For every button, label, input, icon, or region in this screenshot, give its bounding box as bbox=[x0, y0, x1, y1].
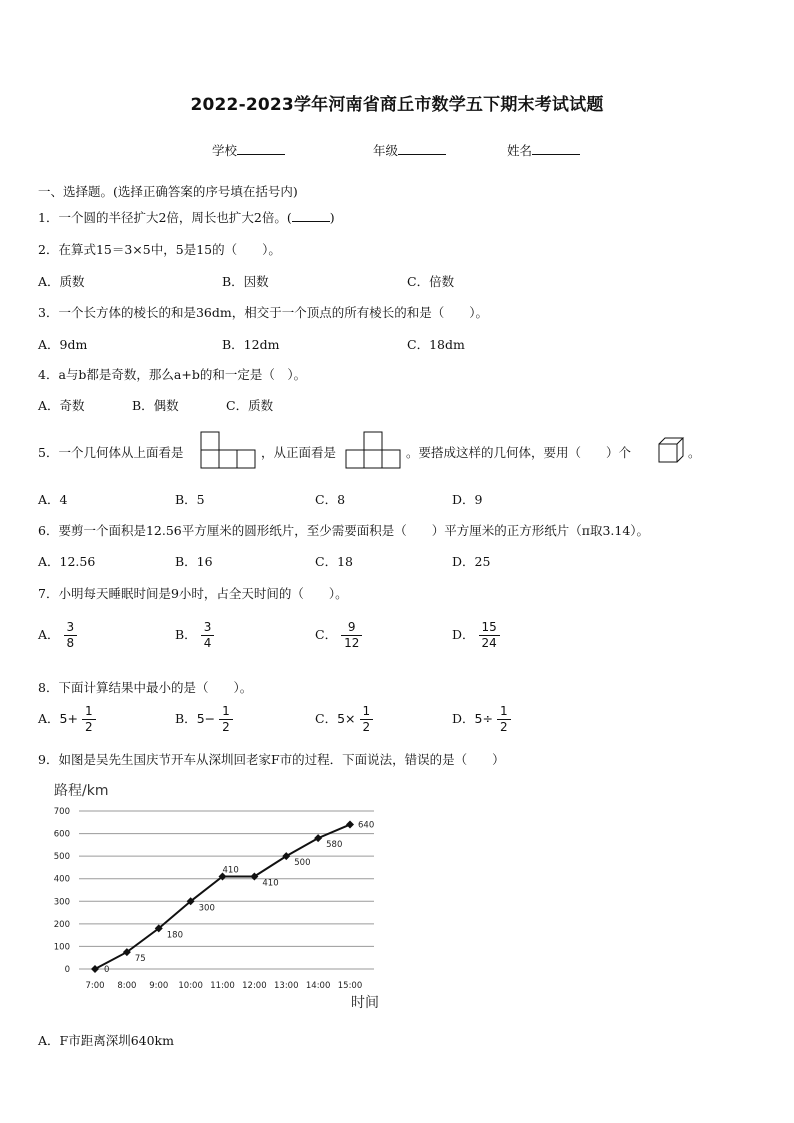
denominator: 2 bbox=[499, 720, 508, 734]
y-axis-label: 路程/km bbox=[54, 783, 109, 799]
option-label: A． bbox=[38, 711, 60, 726]
school-field[interactable] bbox=[212, 141, 285, 159]
fraction bbox=[479, 620, 500, 651]
x-tick-label: 7:00 bbox=[85, 981, 105, 991]
x-tick-label: 9:00 bbox=[149, 981, 169, 991]
grade-field[interactable] bbox=[373, 141, 446, 159]
expression: 5− bbox=[196, 711, 216, 726]
q4-option-a[interactable]: A．奇数 bbox=[38, 398, 85, 413]
question-5-part3: 。要搭成这样的几何体，要用（ ）个 bbox=[406, 445, 632, 460]
x-tick-label: 8:00 bbox=[117, 981, 137, 991]
front-view-square bbox=[364, 450, 382, 468]
option-label: C． bbox=[315, 627, 338, 642]
denominator: 2 bbox=[84, 720, 93, 734]
denominator: 2 bbox=[362, 720, 371, 734]
front-view-diagram bbox=[345, 431, 403, 469]
y-tick-label: 500 bbox=[53, 852, 70, 863]
q5-option-b[interactable]: B．5 bbox=[175, 492, 205, 507]
question-8-text: 8．下面计算结果中最小的是（ ）。 bbox=[38, 680, 253, 695]
numerator: 1 bbox=[497, 704, 511, 720]
fraction bbox=[82, 704, 96, 735]
top-view-square bbox=[201, 450, 219, 468]
data-point bbox=[346, 821, 354, 829]
y-tick-label: 100 bbox=[53, 942, 70, 953]
y-tick-label: 700 bbox=[53, 807, 70, 817]
q8-option-c[interactable] bbox=[315, 704, 373, 735]
q2-option-c[interactable]: C．倍数 bbox=[407, 274, 455, 289]
q8-option-b[interactable] bbox=[175, 704, 233, 735]
cube-icon bbox=[658, 437, 686, 463]
question-1-close: ) bbox=[329, 210, 335, 225]
fraction bbox=[341, 620, 362, 651]
x-tick-label: 10:00 bbox=[178, 981, 203, 991]
distance-time-chart bbox=[40, 776, 400, 1016]
x-axis-label: 时间 bbox=[351, 995, 379, 1011]
numerator: 3 bbox=[201, 620, 215, 636]
q6-option-a[interactable]: A．12.56 bbox=[38, 554, 96, 569]
data-label: 640 bbox=[358, 820, 375, 831]
expression: 5÷ bbox=[474, 711, 493, 726]
section-heading: 一、选择题。(选择正确答案的序号填在括号内) bbox=[38, 184, 298, 199]
q6-option-c[interactable]: C．18 bbox=[315, 554, 353, 569]
y-tick-label: 0 bbox=[64, 965, 70, 975]
numerator: 1 bbox=[360, 704, 374, 720]
option-label: D． bbox=[452, 627, 475, 642]
front-view-square bbox=[382, 450, 400, 468]
name-label: 姓名 bbox=[507, 143, 533, 158]
data-label: 0 bbox=[104, 965, 110, 975]
x-tick-label: 12:00 bbox=[242, 981, 267, 991]
x-tick-label: 14:00 bbox=[305, 981, 331, 991]
top-view-square bbox=[201, 432, 219, 450]
fraction bbox=[219, 704, 233, 735]
data-label: 410 bbox=[222, 865, 239, 876]
q8-option-d[interactable] bbox=[452, 704, 511, 735]
numerator: 1 bbox=[219, 704, 233, 720]
numerator: 1 bbox=[82, 704, 96, 720]
question-1 bbox=[38, 208, 335, 226]
question-5-part1: 5．一个几何体从上面看是 bbox=[38, 445, 184, 460]
q7-option-b[interactable] bbox=[175, 620, 214, 651]
question-6-text: 6．要剪一个面积是12.56平方厘米的圆形纸片，至少需要面积是（ ）平方厘米的正方形纸片（π取3.14）。 bbox=[38, 523, 650, 538]
y-tick-label: 200 bbox=[53, 919, 70, 930]
option-label: D． bbox=[452, 711, 475, 726]
option-label: B． bbox=[175, 627, 197, 642]
q2-option-b[interactable]: B．因数 bbox=[222, 274, 269, 289]
numerator: 15 bbox=[479, 620, 500, 636]
denominator: 4 bbox=[203, 636, 212, 650]
q3-option-c[interactable]: C．18dm bbox=[407, 337, 465, 352]
q3-option-a[interactable]: A．9dm bbox=[38, 337, 88, 352]
front-view-square bbox=[346, 450, 364, 468]
data-label: 580 bbox=[326, 840, 343, 851]
x-tick-label: 15:00 bbox=[337, 981, 363, 991]
question-7-text: 7．小明每天睡眠时间是9小时，占全天时间的（ ）。 bbox=[38, 586, 348, 601]
denominator: 24 bbox=[481, 636, 497, 650]
question-3-text: 3．一个长方体的棱长的和是36dm，相交于一个顶点的所有棱长的和是（ ）。 bbox=[38, 305, 488, 320]
q9-option-a[interactable]: A．F市距离深圳640km bbox=[38, 1033, 174, 1048]
q4-option-c[interactable]: C．质数 bbox=[226, 398, 274, 413]
q8-option-a[interactable] bbox=[38, 704, 96, 735]
fraction bbox=[201, 620, 215, 651]
x-tick-label: 13:00 bbox=[274, 981, 299, 991]
option-label: A． bbox=[38, 627, 60, 642]
question-5-part4: 。 bbox=[688, 445, 701, 460]
q3-option-b[interactable]: B．12dm bbox=[222, 337, 280, 352]
y-tick-label: 400 bbox=[53, 874, 70, 885]
numerator: 9 bbox=[341, 620, 362, 636]
fraction bbox=[360, 704, 374, 735]
denominator: 2 bbox=[222, 720, 230, 734]
q5-option-a[interactable]: A．4 bbox=[38, 492, 68, 507]
q5-option-d[interactable]: D．9 bbox=[452, 492, 483, 507]
question-1-text: 1．一个圆的半径扩大2倍，周长也扩大2倍。( bbox=[38, 210, 292, 225]
denominator: 8 bbox=[66, 636, 75, 650]
expression: 5× bbox=[337, 711, 356, 726]
data-label: 300 bbox=[198, 903, 215, 914]
option-label: C． bbox=[315, 711, 338, 726]
name-field[interactable] bbox=[507, 141, 580, 159]
top-view-square bbox=[219, 450, 237, 468]
data-label: 75 bbox=[134, 954, 146, 965]
numerator: 3 bbox=[64, 620, 78, 636]
expression: 5+ bbox=[59, 711, 78, 726]
q6-option-b[interactable]: B．16 bbox=[175, 554, 213, 569]
x-tick-label: 11:00 bbox=[210, 981, 235, 991]
data-point bbox=[91, 965, 99, 973]
q7-option-a[interactable] bbox=[38, 620, 77, 651]
answer-blank[interactable] bbox=[292, 209, 330, 222]
q7-option-d[interactable] bbox=[452, 620, 500, 651]
q6-option-d[interactable]: D．25 bbox=[452, 554, 491, 569]
y-tick-label: 600 bbox=[53, 829, 70, 840]
data-label: 500 bbox=[294, 858, 311, 869]
y-tick-label: 300 bbox=[53, 897, 70, 908]
question-2-text: 2．在算式15＝3×5中，5是15的（ ）。 bbox=[38, 242, 281, 257]
q4-option-b[interactable]: B．偶数 bbox=[132, 398, 179, 413]
top-view-diagram bbox=[200, 431, 258, 469]
question-5-part2: ，从正面看是 bbox=[261, 445, 337, 460]
fraction bbox=[64, 620, 78, 651]
data-label: 180 bbox=[166, 930, 183, 941]
front-view-square bbox=[364, 432, 382, 450]
data-point bbox=[314, 834, 322, 842]
question-9-text: 9．如图是吴先生国庆节开车从深圳回老家F市的过程．下面说法，错误的是（ ） bbox=[38, 752, 505, 767]
school-label: 学校 bbox=[212, 143, 238, 158]
q2-option-a[interactable]: A．质数 bbox=[38, 274, 85, 289]
q5-option-c[interactable]: C．8 bbox=[315, 492, 346, 507]
top-view-square bbox=[237, 450, 255, 468]
q7-option-c[interactable] bbox=[315, 620, 362, 651]
data-label: 410 bbox=[262, 878, 279, 889]
series-line bbox=[95, 825, 350, 969]
question-4-text: 4．a与b都是奇数，那么a+b的和一定是（ ）。 bbox=[38, 367, 307, 382]
page-title: 2022-2023学年河南省商丘市数学五下期末考试试题 bbox=[190, 95, 604, 115]
denominator: 12 bbox=[344, 636, 360, 650]
option-label: B． bbox=[175, 711, 197, 726]
grade-label: 年级 bbox=[373, 143, 399, 158]
fraction bbox=[497, 704, 511, 735]
